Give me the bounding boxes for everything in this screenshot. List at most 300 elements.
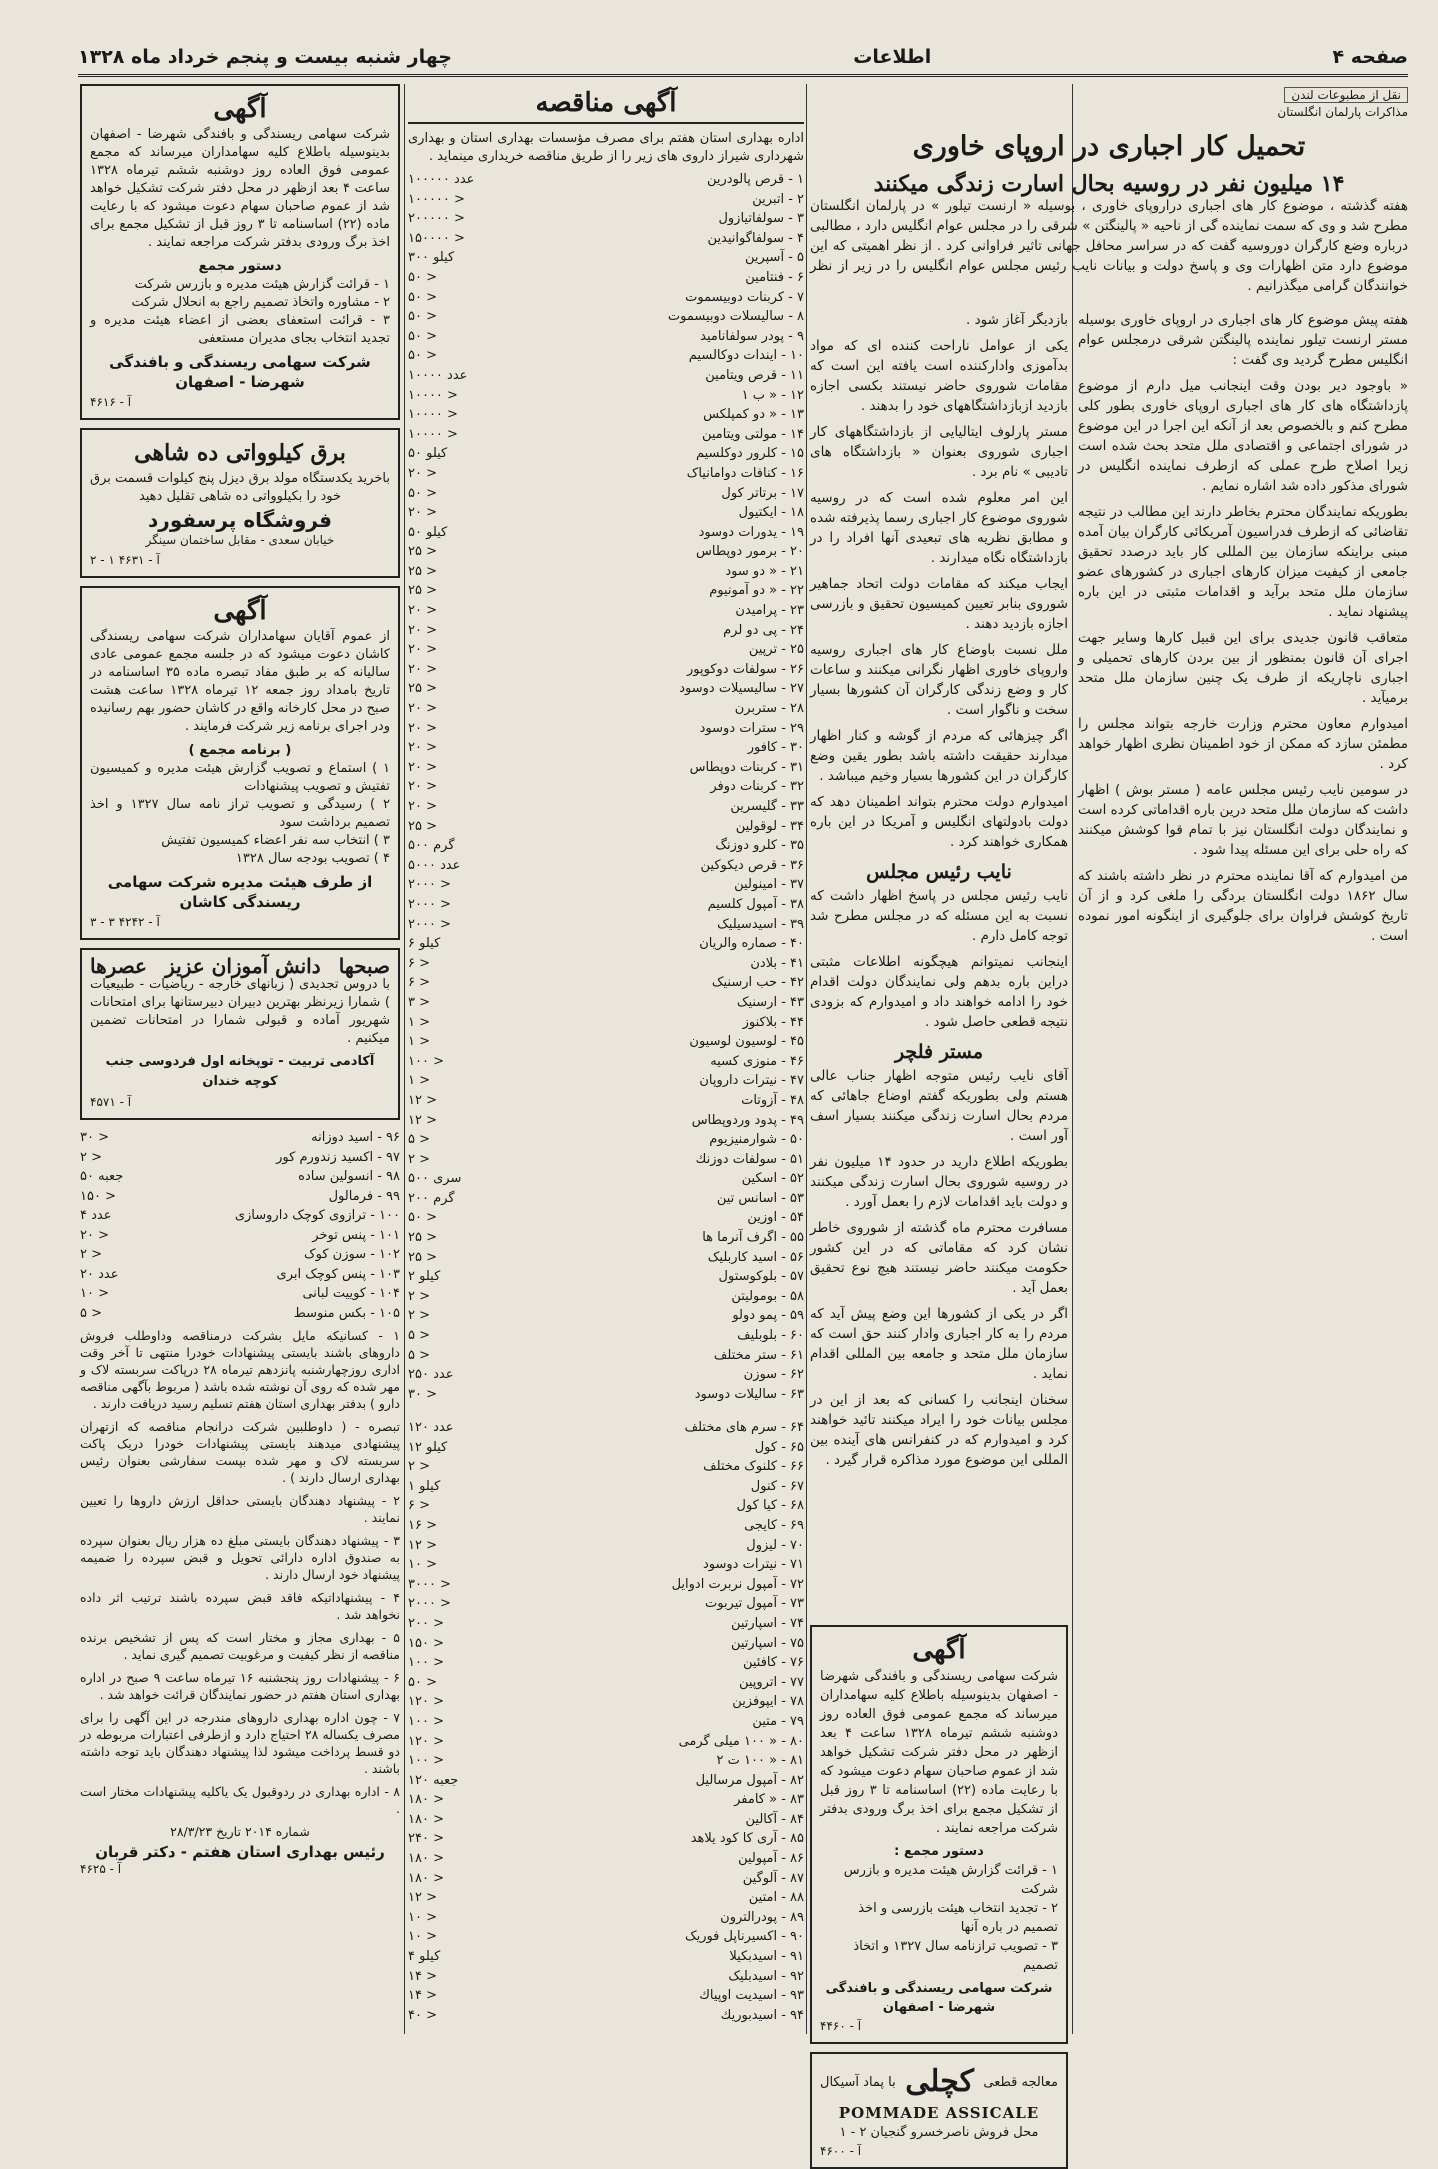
tender-item-name: ۴۰ - صماره والریان [699, 936, 804, 952]
tender-item-quantity: ۱۲ > [408, 1092, 437, 1108]
ad-agenda-item: ۱ - قرائت گزارش هیئت مدیره و بازرس شرکت [843, 1863, 1058, 1897]
tender-item [408, 836, 804, 856]
tender-item [408, 1771, 804, 1791]
tender-item-name: ۲۸ - ستربرن [734, 701, 804, 717]
tender-item-name: ۵۲ - اسکین [741, 1171, 804, 1187]
tender-item-quantity: ۵۰ > [408, 269, 437, 285]
tender-item-name: ۴ - سولفاگوانیدین [707, 230, 804, 246]
ad-agenda-item: ۲ - مشاوره واتخاذ تصمیم راجع به انحلال شرکت [131, 295, 390, 310]
tender-item [80, 1187, 400, 1207]
tender-item-name: ۴۵ - لوسیون لوسیون [689, 1034, 804, 1050]
tender-item-list [408, 170, 804, 1404]
tender-item [408, 915, 804, 935]
tender-item-name: ۸ - سالیسلات دوبیسموت [667, 309, 804, 325]
tender-item [408, 1575, 804, 1595]
tender-item-quantity: ۵۰۰ گرم [408, 838, 455, 854]
tender-item-name: ۱۰۱ - پنس توخر [312, 1227, 400, 1243]
article-column-1 [1078, 310, 1408, 2030]
tender-item-name: ۵۵ - اگرف آنرما ها [702, 1230, 804, 1246]
tender-item-quantity: ۲۰۰۰۰۰ > [408, 211, 465, 227]
tender-item [408, 1228, 804, 1248]
tender-item-name: ۱۵ - کلرور دوکلسیم [695, 446, 804, 462]
article-paragraph: نایب رئیس مجلس در پاسخ اظهار داشت که نسبت به این مسئله که در مجلس مطرح شد توجه کامل دارم . [810, 888, 1068, 944]
tender-item-quantity: ۱ > [408, 1014, 431, 1030]
tender-item-quantity: ۵ > [408, 1347, 431, 1363]
tender-item-quantity: ۱ کیلو [408, 1478, 441, 1494]
tender-item-quantity: ۵ > [408, 1328, 431, 1344]
tender-item [408, 797, 804, 817]
tender-term: ۸ - اداره بهداری در ردوقبول یک یاکلیه پیشنهادات مختار است . [80, 1784, 400, 1816]
tender-item-quantity: ۲۰ > [408, 799, 437, 814]
tender-item [408, 581, 804, 601]
tender-item-quantity: ۲ > [80, 1247, 103, 1262]
tender-item-quantity: ۳۰۰ کیلو [408, 250, 455, 266]
ad-code: آ - ۴۴۶۰ [820, 2019, 862, 2033]
tender-item-name: ۸۷ - آلوگین [742, 1870, 804, 1886]
tender-item [408, 2006, 804, 2026]
tender-item-quantity: ۲۵ > [408, 583, 437, 599]
ad-electric [80, 428, 400, 578]
tender-item-quantity: ۵۰ > [408, 309, 437, 325]
tender-item-name: ۶۳ - سالیلات دوسود [694, 1386, 804, 1402]
tender-item [80, 1148, 400, 1168]
tender-item [80, 1265, 400, 1285]
ad-shahreza-2 [810, 1625, 1068, 2158]
tender-item [408, 1111, 804, 1131]
tender-item-quantity: ۱۲۰ عدد [408, 1420, 454, 1435]
tender-item-quantity: ۲۰۰۰ > [408, 896, 451, 912]
tender-item [408, 679, 804, 699]
section-heading: مستر فلچر [894, 1041, 984, 1063]
tender-item-name: ۹۹ - فرمالول [328, 1188, 400, 1204]
tender-item [408, 875, 804, 895]
tender-item-quantity: ۲۵ > [408, 544, 437, 560]
tender-item-quantity: ۲۰ > [408, 603, 437, 619]
tender-item-name: ۳۰ - کافور [747, 740, 804, 756]
tender-item-name: ۷۰ - لیزول [746, 1537, 804, 1553]
tender-item-name: ۷۷ - اتروپین [738, 1674, 804, 1690]
column-rule [806, 84, 807, 2034]
tender-term: ۴ - پیشنهاداتیکه فاقد قبض سپرده باشند ترتیب اثر داده نخواهد شد . [80, 1590, 400, 1622]
tender-item-quantity: ۱۸۰ > [408, 1811, 444, 1827]
tender-item-name: ۴۸ - آزوتات [741, 1092, 804, 1108]
tender-item [408, 934, 804, 954]
tender-item [408, 1888, 804, 1908]
tender-item [408, 777, 804, 797]
tender-item-quantity: ۱۸۰ > [408, 1851, 444, 1867]
tender-item [408, 1071, 804, 1091]
tender-item-name: ۲۷ - سالیسیلات دوسود [679, 681, 804, 697]
tender-item-quantity: ۱۰ > [408, 1909, 437, 1925]
tender-item-quantity: ۲۰ عدد [80, 1266, 119, 1282]
tender-item-quantity: ۲۰۰۰ > [408, 877, 451, 893]
tender-item-name: ۹۰ - اکسیرناپل فوریک [684, 1929, 804, 1945]
tender-item-quantity: ۱۰ > [80, 1286, 109, 1301]
tender-item-name: ۹۱ - اسیدبکیلا [729, 1949, 804, 1965]
tender-item [408, 1418, 804, 1438]
tender-item-name: ۷ - کربنات دوبیسموت [685, 289, 804, 305]
tender-item [408, 1594, 804, 1614]
ad-code: آ - ۴۶۰۰ [820, 2144, 862, 2158]
tender-item-name: ۶۶ - کلنوک مختلف [703, 1459, 804, 1475]
page-number: صفحه ۴ [1332, 46, 1408, 68]
tender-item-name: ۲۲ - « دو آمونیوم [709, 583, 804, 599]
tender-item-list [408, 1418, 804, 2025]
tender-item-name: ۵۸ - بومولیتن [731, 1288, 804, 1304]
article-headline: تحمیل کار اجباری در اروپای خاوری [912, 131, 1306, 162]
tender-item-name: ۹۲ - اسیدبلیک [728, 1968, 804, 1984]
tender-item-name: ۷۵ - اسپارتین [730, 1635, 804, 1651]
tender-item-name: ۶۸ - کیا کول [736, 1498, 804, 1514]
tender-item-quantity: ۲۰ > [408, 505, 437, 521]
column-rule [1072, 84, 1073, 2034]
tender-item-quantity: ۱۲۰ جعبه [408, 1772, 459, 1788]
tender-item-quantity: ۶ > [408, 955, 431, 971]
ad-school [80, 948, 400, 1120]
tender-item-quantity: ۱۰ > [408, 1929, 437, 1945]
tender-item [408, 738, 804, 758]
tender-item [408, 562, 804, 582]
tender-item-name: ۷۶ - کافئین [742, 1655, 804, 1671]
tender-item [408, 209, 804, 229]
tender-item-name: ۲۶ - سولفات دوکوپور [687, 661, 804, 677]
ad-agenda-item: ۴ ) تصویب بودجه سال ۱۳۲۸ [235, 851, 390, 866]
article-paragraph: بطوریکه اطلاع دارید در حدود ۱۴ میلیون نفر در روسیه شوروی بحال اسارت زندگی میکنند و دولت باید اقدامات لازم را بعمل آورد . [810, 1154, 1068, 1210]
ad-code: آ - ۴۲۴۲ ۳ - ۳ [90, 915, 160, 929]
tender-item [408, 1692, 804, 1712]
tender-item-quantity: ۲۰۰ گرم [408, 1190, 455, 1206]
tender-item-quantity: ۱۲ > [408, 1537, 437, 1553]
tender-item-name: ۵۹ - پمو دولو [732, 1308, 804, 1324]
pommade-caption: با پماد آسیکال [820, 2074, 896, 2090]
tender-item [408, 1457, 804, 1477]
tender-item-quantity: ۵۰ > [408, 289, 437, 305]
tender-item-quantity: ۲۰ > [408, 701, 437, 717]
tender-item [408, 1032, 804, 1052]
tender-item-quantity: ۱۰۰ > [408, 1053, 444, 1069]
tender-item-name: ۱۰۲ - سوزن کوک [303, 1247, 400, 1262]
article-paragraph: مسافرت محترم ماه گذشته از شوروی خاطر نشان کرد که مقاماتی که در این کشور حکومت میکنند حاضر نیستند هیچ نوع تحقیق بعمل آید . [810, 1220, 1068, 1296]
tender-item [408, 621, 804, 641]
tender-item-quantity: ۳۰ > [80, 1130, 109, 1145]
tender-item-quantity: ۵ > [80, 1305, 103, 1321]
tender-item [408, 327, 804, 347]
tender-item-list [80, 1128, 400, 1323]
tender-item-quantity: ۲۰ > [408, 622, 437, 638]
ad-title: صبحها [338, 954, 390, 978]
tender-item-name: ۵۳ - اسانس تین [716, 1190, 804, 1206]
tender-item-quantity: ۴ عدد [80, 1208, 112, 1223]
tender-item-quantity: ۱۲ کیلو [408, 1439, 448, 1455]
tender-item-name: ۹۸ - انسولین ساده [298, 1169, 400, 1184]
tender-item [408, 248, 804, 268]
issue-date: چهار شنبه بیست و پنجم خرداد ماه ۱۳۲۸ [78, 46, 452, 68]
tender-item [408, 1829, 804, 1849]
tender-item [408, 190, 804, 210]
tender-item-name: ۹ - پودر سولفانامید [700, 328, 804, 344]
tender-item [408, 973, 804, 993]
tender-item [408, 1385, 804, 1405]
tender-item [408, 444, 804, 464]
tender-item-name: ۷۱ - نیترات دوسود [702, 1557, 804, 1573]
tender-item-name: ۵۷ - بلوکوستول [718, 1269, 804, 1285]
ad-body: شرکت سهامی ریسندگی و بافندگی شهرضا - اصفهان بدینوسیله باطلاع کلیه سهامداران میرساند که مجمع عمومی فوق العاده روز دوشنبه ششم تیرماه ۱۳۲۸ ساعت ۴ بعد ازظهر در محل دفتر شرکت تشکیل خواهد شد از عموم صاحبان سهام دعوت میشود که با رعایت ماده (۲۲) اساسنامه تا ۳ روز قبل از تشکیل مجمع برای اخذ برگ ورودی بدفتر شرکت مراجعه نمایند . [90, 127, 391, 250]
tender-item-quantity: ۲ > [408, 1308, 431, 1324]
tender-item [80, 1167, 400, 1187]
tender-item-quantity: ۲۵ > [408, 563, 437, 579]
tender-item [408, 386, 804, 406]
ad-shahreza [80, 84, 400, 420]
article-paragraph: سخنان اینجانب را کسانی که بعد از این در مجلس بیانات خود را ایراد میکنند تائید خواهند کرد و امیدوارم که در کنفرانس های آینده بین المللی این موضوع مورد مذاکره قرار گیرد . [810, 1392, 1068, 1468]
tender-item [408, 1013, 804, 1033]
tender-item-quantity: ۱۰۰۰۰ > [408, 387, 458, 403]
ad-code: آ - ۴۶۱۶ [90, 395, 132, 409]
tender-item-name: ۵ - آسپرین [744, 250, 804, 266]
ad-code: آ - ۴۵۷۱ [90, 1095, 132, 1109]
ad-title: آگهی [912, 1635, 966, 1665]
tender-item-quantity: ۶ کیلو [408, 936, 441, 952]
tender-item-quantity: ۵ > [408, 1132, 431, 1148]
tender-item-quantity: ۵۰۰۰ عدد [408, 857, 461, 873]
tender-item [408, 1947, 804, 1967]
tender-item-quantity: ۳۰۰۰ > [408, 1576, 451, 1592]
article-paragraph: اگر در یکی از کشورها این وضع پیش آید که مردم را به کار اجباری وادار کنند حق است که سازمان ملل متحد و جامعه بین المللی اقدام نماید . [810, 1306, 1068, 1382]
tender-item-name: ۳۳ - گلیسرین [730, 799, 804, 814]
article-paragraph: این امر معلوم شده است که در روسیه شوروی موضوع کار اجباری رسما پذیرفته شده و مطابق نظریه های تبعیدی آنها افراد را در بازداشتگاه نگاه میدارند . [810, 490, 1068, 566]
tender-item [408, 542, 804, 562]
tender-item-quantity: ۱۰ > [408, 1557, 437, 1573]
tender-item-name: ۲ - اتبرین [752, 191, 804, 207]
tender-item [408, 1326, 804, 1346]
tender-item [408, 1927, 804, 1947]
tender-item [408, 366, 804, 386]
tender-item-quantity: ۵۰ > [408, 1210, 437, 1226]
tender-item-name: ۷۲ - آمپول نربرت ادوایل [671, 1576, 804, 1592]
tender-item-name: ۶۹ - کایجی [744, 1517, 804, 1533]
ad-signature: شرکت سهامی ریسندگی و بافندگی شهرضا - اصفهان [825, 1981, 1053, 2015]
tender-item-quantity: ۱۲ > [408, 1112, 437, 1128]
tender-item [408, 699, 804, 719]
tender-item [408, 1536, 804, 1556]
article-paragraph: بطوریکه نمایندگان محترم بخاطر دارند این مطالب در نتیجه تقاضائی که ازطرف فدراسیون آمریکائی کارگران بیان آمده مبنی براینکه سازمان بین المللی کار باید درصدد تحقیق جامعی از کیفیت میزان کارهای اجباری در کشورهای عضو سازمان ملل متحد برآید و اقدامات مثبتی در این باره پیشنهاد نماید . [1078, 504, 1408, 620]
tender-item [408, 1614, 804, 1634]
ad-agenda-item: ۱ ) استماع و تصویب گزارش هیئت مدیره و کمیسیون تفتیش و تصویب پیشنهادات [90, 761, 390, 794]
tender-item [408, 170, 804, 190]
article-paragraph: اینجانب نمیتوانم هیچگونه اطلاعات مثبتی دراین باره بدهم ولی نمایندگان دولت اقدام خود را ادامه خواهند داد و امیدوارم که بزودی نتیجه قطعی حاصل شود . [810, 954, 1068, 1030]
tender-item-name: ۱۰۰ - ترازوی کوچک داروسازی [234, 1208, 400, 1223]
tender-item [408, 1052, 804, 1072]
tender-item [408, 1732, 804, 1752]
tender-item-name: ۴۶ - منوزی کسیه [710, 1053, 804, 1069]
tender-item-quantity: ۱۵۰ > [408, 1635, 444, 1651]
tender-terms [80, 1327, 400, 1878]
tender-item-quantity: ۱۰۰۰۰ عدد [408, 367, 468, 383]
tender-item-name: ۱۴ - مولتی ویتامین [701, 426, 804, 442]
tender-item-name: ۴۳ - ارسنیک [736, 994, 804, 1010]
tender-item-quantity: ۵۰ > [408, 328, 437, 344]
tender-item-name: ۶۴ - سرم های مختلف [684, 1420, 804, 1435]
tender-item-quantity: ۱۰۰۰۰۰ عدد [408, 172, 475, 187]
article-subhead: ۱۴ میلیون نفر در روسیه بحال اسارت زندگی میکنند [873, 171, 1345, 197]
article-paragraph: مستر پارلوف ایتالیایی از بازداشتگاههای کار اجباری شوروی بعنوان « بازداشتگاه های تادیبی » نام برد . [810, 424, 1068, 480]
tender-item [408, 1908, 804, 1928]
tender-item-quantity: ۲۵ > [408, 1249, 437, 1265]
ad-agenda-item: ۱ - قرائت گزارش هیئت مدیره و بازرس شرکت [134, 277, 390, 292]
tender-item-quantity: ۶ > [408, 975, 431, 991]
tender-item-name: ۱۳ - « دو کمپلکس [703, 407, 804, 423]
tender-item [408, 1267, 804, 1287]
tender-item-name: ۱۶ - کنافات دوامانیاک [686, 465, 804, 481]
pommade-latin-name: POMMADE ASSICALE [838, 2104, 1040, 2122]
tender-intro: اداره بهداری استان هفتم برای مصرف مؤسسات بهداری استان و بهداری شهرداری شیراز داروی های زیر را از طریق مناقصه خریداری مینماید . [408, 131, 804, 164]
tender-item [408, 1712, 804, 1732]
tender-item-quantity: ۳ > [408, 994, 431, 1010]
tender-item-name: ۱۹ - یدورات دوسود [698, 524, 804, 540]
tender-item-quantity: ۲۰ > [408, 720, 437, 736]
tender-item-name: ۲۹ - سترات دوسود [699, 720, 804, 736]
ad-code: آ - ۴۶۲۵ [80, 1862, 122, 1876]
tender-item-name: ۶۷ - کنول [750, 1478, 804, 1494]
tender-item-name: ۳ - سولفاتیازول [718, 211, 804, 227]
tender-item [408, 229, 804, 249]
tender-item [408, 1248, 804, 1268]
tender-signature: رئیس بهداری استان هفتم - دکتر قربان [95, 1843, 385, 1861]
article-column-2 [810, 310, 1068, 1610]
tender-item-quantity: ۲ > [408, 1288, 431, 1304]
article-paragraph: بازدیگر آغاز شود . [966, 312, 1068, 328]
tender-item-name: ۲۰ - برمور دوپطاس [696, 544, 804, 560]
article-paragraph: متعاقب قانون جدیدی برای این قبیل کارها وسایر جهت اجرای آن قانون بمنظور از بین بردن کارهای تحمیلی و اجباری ناچاریکه از طرف یک چنین سازمان ملل متحد برمیآید . [1078, 630, 1408, 706]
tender-item [408, 346, 804, 366]
tender-item-name: ۲۴ - پی دو لرم [723, 622, 804, 638]
tender-item-name: ۱۷ - برتاتر کول [721, 485, 804, 501]
tender-item-name: ۴۹ - پدود وردوپطاس [691, 1112, 804, 1128]
tender-item [408, 1091, 804, 1111]
tender-reference: شماره ۲۰۱۴ تاریخ ۲۸/۳/۲۳ [170, 1824, 310, 1839]
tender-item [80, 1245, 400, 1265]
tender-item-name: ۸۳ - « کامفر [734, 1792, 804, 1808]
tender-item-name: ۴۴ - بلاکنوز [742, 1014, 804, 1030]
tender-item-name: ۳۸ - آمپول کلسیم [707, 896, 804, 912]
tender-item [408, 817, 804, 837]
tender-item-name: ۳۲ - کربنات دوفر [710, 779, 804, 795]
tender-item-quantity: ۱۰۰۰۰ > [408, 426, 458, 442]
tender-item [408, 895, 804, 915]
tender-item [408, 758, 804, 778]
ad-agenda-title: دستور مجمع : [894, 1844, 984, 1859]
ad-agenda-item: ۳ - تصویب ترازنامه سال ۱۳۲۷ و اتخاذ تصمیم [853, 1939, 1058, 1973]
tender-item-name: ۹۶ - اسید دوزانه [311, 1130, 400, 1145]
tender-item-name: ۱ - قرص پالودرین [706, 172, 804, 187]
article-paragraph: من امیدوارم که آقا نماینده محترم در نظر داشته باشند که سال ۱۸۶۲ دولت انگلستان بردگی را ملغی کرد و از آن تاریخ کوشش فراوان برای جلوگیری از اینگونه امور نموده است . [1078, 868, 1409, 944]
ad-body: باخرید یکدستگاه مولد برق دیزل پنج کیلوات قسمت برق خود را بکیلوواتی ده شاهی تقلیل دهید [90, 471, 390, 504]
tender-item-quantity: ۲۰ > [408, 759, 437, 775]
article-paragraph: « باوجود دیر بودن وقت اینجانب میل دارم از موضوع پازداشتگاه های کار های اجباری اروپای خاوری بطور کلی مطرح کنم و بالخصوص بعد از آنکه این اجرا در این موضوع در شورای اجتماعی و اقتصادی ملل متحد بحث شده است زیرا اصلاح طرح عملی که ازطرف نماینده انگلیس در شورای مذکور داده شد اشاره نمایم . [1078, 378, 1408, 494]
article-header [810, 84, 1408, 209]
tender-item-name: ۵۰ - شوارمنیزیوم [709, 1132, 804, 1148]
tender-item-quantity: ۵۰ کیلو [408, 524, 448, 540]
tender-item-name: ۷۴ - اسپارتین [730, 1615, 804, 1631]
tender-item-name: ۳۴ - لوقولین [735, 818, 804, 834]
tender-item-name: ۹۳ - اسیدیت اوپیاك [699, 1988, 804, 2004]
tender-item-quantity: ۵۰ > [408, 485, 437, 501]
tender-item [408, 640, 804, 660]
tender-item [408, 503, 804, 523]
tender-item-quantity: ۲۰ > [408, 465, 437, 481]
tender-item [408, 954, 804, 974]
article-subkicker: مذاکرات پارلمان انگلستان [1277, 105, 1408, 119]
newspaper-name: اطلاعات [853, 46, 932, 68]
tender-item [408, 1189, 804, 1209]
column-rule [404, 84, 405, 2034]
tender-item [408, 1477, 804, 1497]
tender-item [408, 1365, 804, 1385]
tender-item-quantity: ۲ > [408, 1459, 431, 1475]
tender-item-name: ۸۸ - امتین [748, 1890, 804, 1906]
pommade-brand: کچلی [905, 2064, 974, 2099]
tender-item [408, 484, 804, 504]
ad-agenda-item: ۲ - تجدید انتخاب هیئت بازرسی و اخذ تصمیم در باره آنها [858, 1901, 1058, 1935]
article-paragraph: امیدوارم معاون محترم وزارت خارجه بتواند مجلس را مطمئن سازد که ممکن از خود اطمینان نظری اظهار خواهد کرد . [1078, 716, 1408, 772]
tender-item-name: ۸۴ - آکالین [745, 1811, 804, 1827]
tender-item-quantity: ۶ > [408, 1498, 431, 1514]
article-paragraph: ایجاب میکند که مقامات دولت اتحاد جماهیر شوروی بنابر تعیین کمیسیون تحقیق و بازرسی اجازه بازدید دهند . [810, 576, 1068, 632]
tender-item-quantity: ۲ > [408, 1151, 431, 1167]
tender-item [408, 523, 804, 543]
tender-item-name: ۲۳ - پرامیدن [735, 603, 804, 619]
ad-title: آگهی [213, 94, 267, 124]
section-heading: نایب رئیس مجلس [866, 861, 1012, 883]
tender-item-quantity: ۱۰۰ > [408, 1713, 444, 1729]
ad-agenda-item: ۲ ) رسیدگی و تصویب تراز نامه سال ۱۳۲۷ و اخذ تصمیم برداشت سود [90, 797, 391, 830]
tender-item [80, 1206, 400, 1226]
tender-item-quantity: ۲۰ > [408, 642, 437, 658]
ad-body: با دروس تجدیدی ( زبانهای خارجه - ریاضیات - طبیعیات ) شمارا زیرنظر بهترین دبیران دبیرستانها برای امتحانات شهریور آماده و قبولی شمارا در امتحانات تضمین میکنیم . [90, 977, 390, 1046]
tender-item-name: ۱۰۴ - کوییت لبانی [302, 1286, 400, 1301]
tender-item-quantity: ۲ > [80, 1149, 103, 1165]
article-paragraph: یکی از عوامل ناراحت کننده ای که مواد بدآموزی وادارکننده است یافته این است که مقامات شوروی حاضر نیستند بکسی اجازه بازدید ازبازداشتگاههای خود را بدهند . [810, 338, 1068, 414]
ad-code: آ - ۴۶۳۱ ۱ - ۲ [90, 553, 160, 567]
tender-notice-continued [408, 1418, 804, 2028]
tender-term: ۶ - پیشنهادات روز پنجشنبه ۱۶ تیرماه ساعت ۹ صبح در اداره بهداری استان هفتم در حضور نمایندگان قرائت خواهد شد . [80, 1670, 401, 1702]
tender-item-name: ۶ - فنتامین [745, 269, 804, 285]
tender-item-name: ۴۲ - حب ارسنیک [711, 975, 804, 991]
tender-item-quantity: ۲۰۰۰ > [408, 1596, 451, 1612]
tender-item [408, 660, 804, 680]
tender-term: ۷ - چون اداره بهداری داروهای مندرجه در این آگهی را برای مصرف یکساله ۲۸ احتیاج دارد و ازطرفی اعتبارات مربوطه در دو قسط پرداخت میشود لذا پیشنهاد دهندگان باید توجه داشته باشند . [80, 1710, 400, 1776]
tender-item-name: ۳۷ - امینولین [734, 877, 804, 893]
tender-item-quantity: ۱۰۰ > [408, 1655, 444, 1671]
article-lead: هفته گذشته ، موضوع کار های اجباری دراروپای خاوری ، بوسیله « ارنست تیلور » در پارلمان انگلستان مطرح شد و وی که سمت نماینده گی از ناحیه « پالینگتن » شرقی را در مجلس عوام انگلیس دارد ، مطالبی درباره وضع کارگران دوروسیه گفت که در سراسر محافل جهانی تاثیر فراوانی کرد . از نظر اهمیتی که این موضوع دارد متن اظهارات وی و پاسخ دولت و بیانات نایب رئیس مجلس عوام انگلیس را در زیر از نظر خوانندگان گرامی میگذرانیم . [810, 198, 1408, 294]
tender-term: تبصره - ( داوطلبین شرکت درانجام مناقصه که ازتهران پیشنهادی میدهند بایستی پیشنهادات خودرا دریک پاکت سربسته لاک و مهر شده بپست سفارشی بعنوان رئیس بهداری ارسال دارند ) . [80, 1419, 400, 1485]
tender-item [408, 993, 804, 1013]
tender-item [408, 1673, 804, 1693]
tender-item [408, 307, 804, 327]
tender-item [408, 1790, 804, 1810]
tender-item-quantity: ۱ > [408, 1073, 431, 1089]
ad-signature: از طرف هیئت مدیره شرکت سهامی ریسندگی کاشان [107, 873, 373, 911]
ad-title: آگهی [213, 596, 267, 626]
ad-signature: شرکت سهامی ریسندگی و بافندگی شهرضا - اصفهان [109, 353, 371, 391]
tender-item-name: ۱۱ - قرص ویتامین [705, 367, 804, 383]
tender-item-name: ۱۰۳ - پنس کوچک ابری [276, 1266, 400, 1282]
ad-body: شرکت سهامی ریسندگی و بافندگی شهرضا - اصفهان بدینوسیله باطلاع کلیه سهامداران میرساند که مجمع عمومی فوق العاده روز دوشنبه ششم تیرماه ۱۳۲۸ ساعت ۴ بعد ازظهر در محل دفتر شرکت تشکیل خواهد شد از عموم صاحبان سهام دعوت میشود که با رعایت ماده (۲۲) اساسنامه تا ۳ روز قبل از تشکیل مجمع برای اخذ برگ ورودی بدفتر شرکت مراجعه نمایند . [820, 1669, 1058, 1836]
tender-item [408, 268, 804, 288]
ad-agenda-item: ۳ - قرائت استعفای بعضی از اعضاء هیئت مدیره و تجدید انتخاب بجای مدیران مستعفی [90, 313, 390, 346]
tender-item [408, 1496, 804, 1516]
tender-item-quantity: ۱۵۰۰۰۰ > [408, 230, 465, 246]
tender-item-name: ۴۷ - نیترات داروپان [699, 1073, 804, 1089]
